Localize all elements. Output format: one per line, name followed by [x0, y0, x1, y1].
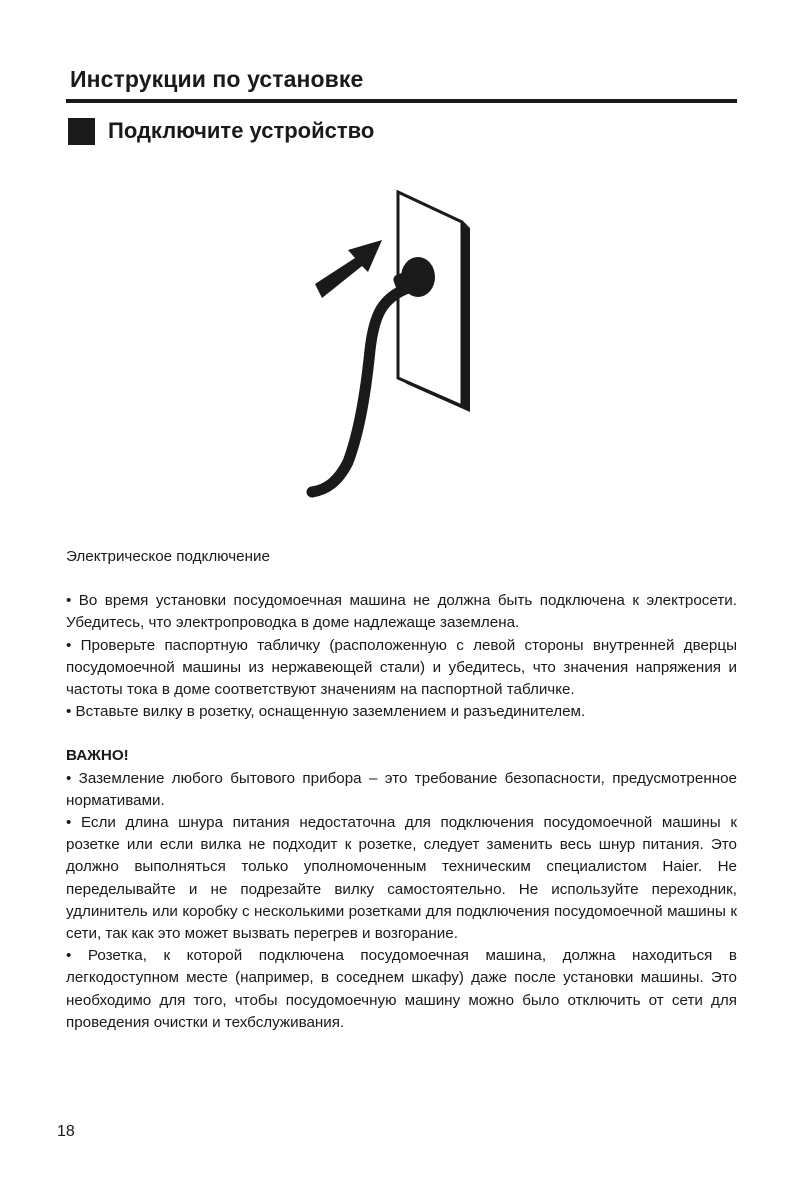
arrow-icon — [315, 240, 382, 298]
page-header-title: Инструкции по установке — [70, 66, 364, 92]
electrical-bullet-1: • Во время установки посудомоечная машина не должна быть подключена к электросети. Убедитесь, что электропроводка в доме надлежаще заземлена. — [66, 592, 737, 632]
instructions-text — [66, 546, 737, 1034]
important-bullet-1: • Заземление любого бытового прибора – это требование безопасности, предусмотренное нормативами. — [66, 769, 737, 809]
header-divider — [66, 99, 737, 103]
important-bullet-2: • Если длина шнура питания недостаточна для подключения посудомоечной машины к розетке или если вилка не подходит к розетке, следует заменить весь шнур питания. Это должно выполняться только уполномоченным техническим специалистом Haier. Не переделывайте и не подрезайте вилку самостоятельно. Не используйте переходник, удлинитель или коробку с несколькими розетками для подключения посудомоечной машины к сети, так как это может вызвать перегрев и возгорание. — [66, 814, 737, 943]
power-cord-icon — [312, 288, 408, 492]
section-marker-square — [68, 118, 95, 145]
section-title: Подключите устройство — [108, 118, 375, 143]
important-bullet-3: • Розетка, к которой подключена посудомоечная машина, должна находиться в легкодоступном месте (например, в соседнем шкафу) даже после установки машины. Это необходимо для того, чтобы посудомоечную машину можно было отключить от сети для проведения очистки и техбслуживания. — [66, 947, 737, 1031]
important-heading: ВАЖНО! — [66, 747, 129, 765]
electrical-bullet-2: • Проверьте паспортную табличку (расположенную с левой стороны внутренней дверцы посудомоечной машины из нержавеющей стали) и убедитесь, что значения напряжения и частоты тока в доме соответствуют значениям на паспортной табличке. — [66, 636, 737, 699]
spacer — [66, 723, 737, 745]
electrical-bullet-3: • Вставьте вилку в розетку, оснащенную заземлением и разъединителем. — [66, 703, 586, 721]
plug-illustration — [290, 180, 490, 510]
wall-socket-icon — [398, 192, 470, 412]
electrical-caption: Электрическое подключение — [66, 548, 270, 565]
page-number: 18 — [57, 1123, 75, 1140]
